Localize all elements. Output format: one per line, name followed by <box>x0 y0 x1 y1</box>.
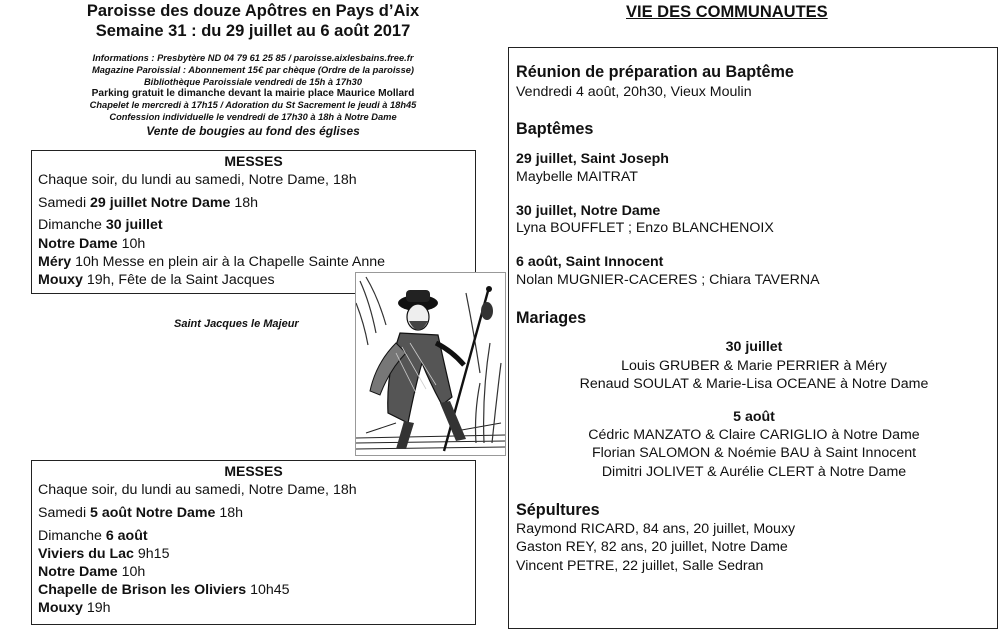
masses-mouxy-line: Mouxy 19h <box>38 600 111 616</box>
week-line: Semaine 31 : du 29 juillet au 6 août 2017 <box>95 22 411 40</box>
saint-jacques-engraving <box>355 272 506 456</box>
mariage-line: Cédric MANZATO & Claire CARIGLIO à Notre Dame <box>588 427 920 443</box>
info-line: Bibliothèque Paroissiale vendredi de 15h à 17h30 <box>143 77 363 87</box>
mariage-line: Louis GRUBER & Marie PERRIER à Méry <box>621 358 887 374</box>
masses-brison-line: Chapelle de Brison les Oliviers 10h45 <box>38 582 290 598</box>
communautes-box <box>508 47 998 629</box>
mariage-date: 30 juillet <box>725 339 783 355</box>
bapteme-names: Lyna BOUFFLET ; Enzo BLANCHENOIX <box>516 220 774 236</box>
info-line: Informations : Presbytère ND 04 79 61 25 85 / paroisse.aixlesbains.free.fr <box>92 53 414 63</box>
sepulture-line: Vincent PETRE, 22 juillet, Salle Sedran <box>516 558 764 574</box>
sepultures-title: Sépultures <box>516 501 600 519</box>
masses-daily-line: Chaque soir, du lundi au samedi, Notre Dame, 18h <box>38 482 357 498</box>
info-line: Chapelet le mercredi à 17h15 / Adoration du St Sacrement le jeudi à 18h45 <box>89 100 417 110</box>
masses-saturday-line: Samedi 29 juillet Notre Dame 18h <box>38 195 259 211</box>
masses-viviers-line: Viviers du Lac 9h15 <box>38 546 170 562</box>
bapteme-names: Nolan MUGNIER-CACERES ; Chiara TAVERNA <box>516 272 820 288</box>
parking-line: Parking gratuit le dimanche devant la mairie place Maurice Mollard <box>91 88 415 99</box>
parish-title: Paroisse des douze Apôtres en Pays d’Aix <box>86 2 420 20</box>
masses-title: MESSES <box>224 463 283 479</box>
baptism-prep-detail: Vendredi 4 août, 20h30, Vieux Moulin <box>516 84 752 100</box>
info-line: Magazine Paroissial : Abonnement 15€ par chèque (Ordre de la paroisse) <box>91 65 415 75</box>
bapteme-names: Maybelle MAITRAT <box>516 169 638 185</box>
image-caption: Saint Jacques le Majeur <box>174 318 299 330</box>
baptemes-title: Baptêmes <box>516 120 594 138</box>
mariage-line: Florian SALOMON & Noémie BAU à Saint Innocent <box>591 445 917 461</box>
masses-sunday-line: Dimanche 30 juillet <box>38 217 163 233</box>
masses-box-week2 <box>31 460 476 625</box>
bapteme-date: 6 août, Saint Innocent <box>516 254 664 270</box>
mariage-date: 5 août <box>733 409 775 425</box>
mariages-title: Mariages <box>516 309 587 327</box>
masses-saturday-line: Samedi 5 août Notre Dame 18h <box>38 505 244 521</box>
sepulture-line: Raymond RICARD, 84 ans, 20 juillet, Mouxy <box>516 521 796 537</box>
communautes-heading: VIE DES COMMUNAUTES <box>626 3 828 21</box>
masses-title: MESSES <box>224 153 283 169</box>
mariage-line: Dimitri JOLIVET & Aurélie CLERT à Notre Dame <box>601 464 907 480</box>
masses-mery-line: Méry 10h Messe en plein air à la Chapelle Sainte Anne <box>38 254 386 270</box>
bapteme-date: 29 juillet, Saint Joseph <box>516 151 669 167</box>
masses-sunday-line: Dimanche 6 août <box>38 528 148 544</box>
sepulture-line: Gaston REY, 82 ans, 20 juillet, Notre Dame <box>516 539 788 555</box>
mariage-line: Renaud SOULAT & Marie-Lisa OCEANE à Notre Dame <box>579 376 929 392</box>
masses-daily-line: Chaque soir, du lundi au samedi, Notre Dame, 18h <box>38 172 357 188</box>
pilgrim-figure-icon <box>356 273 505 455</box>
masses-notre-dame-line: Notre Dame 10h <box>38 564 146 580</box>
masses-notre-dame-line: Notre Dame 10h <box>38 236 146 252</box>
masses-mouxy-line: Mouxy 19h, Fête de la Saint Jacques <box>38 272 275 288</box>
candles-line: Vente de bougies au fond des églises <box>146 124 360 138</box>
bapteme-date: 30 juillet, Notre Dame <box>516 203 661 219</box>
info-line: Confession individuelle le vendredi de 17h30 à 18h à Notre Dame <box>109 112 397 122</box>
baptism-prep-title: Réunion de préparation au Baptême <box>516 63 794 81</box>
